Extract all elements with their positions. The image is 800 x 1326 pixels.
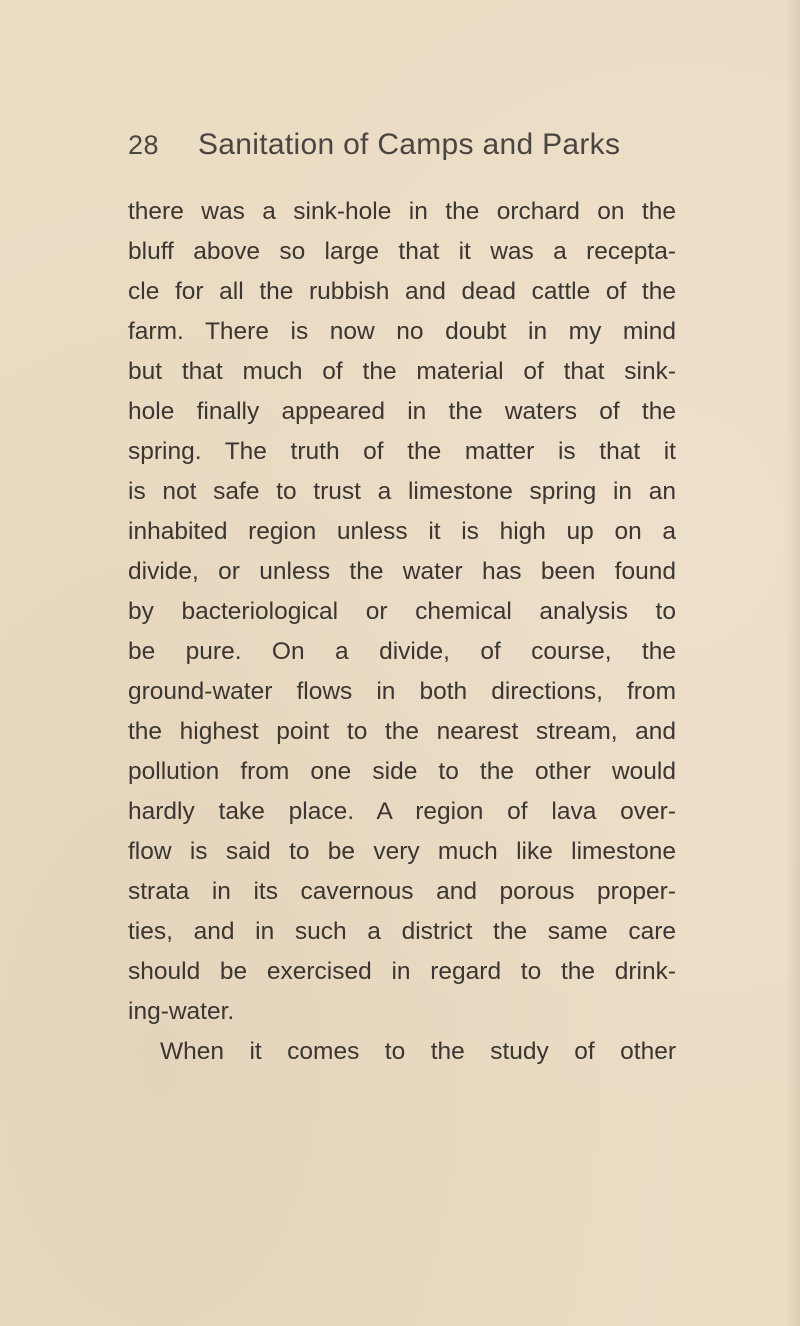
text-line: hardly take place. A region of lava over- (128, 798, 676, 825)
text-line: should be exercised in regard to the drink- (128, 958, 676, 985)
page-number: 28 (128, 130, 160, 160)
running-title: Sanitation of Camps and Parks (198, 128, 621, 161)
text-line: farm. There is now no doubt in my mind (128, 318, 676, 345)
text-line: there was a sink-hole in the orchard on the (128, 198, 676, 225)
text-line: bluff above so large that it was a recepta- (128, 238, 676, 265)
text-line: hole finally appeared in the waters of the (128, 398, 676, 425)
text-line: by bacteriological or chemical analysis to (128, 598, 676, 625)
text-line: pollution from one side to the other would (128, 758, 676, 785)
page-header (128, 128, 620, 178)
text-line: strata in its cavernous and porous proper- (128, 878, 676, 905)
text-line: spring. The truth of the matter is that it (128, 438, 676, 465)
text-line: cle for all the rubbish and dead cattle of the (128, 278, 676, 305)
text-line: When it comes to the study of other (160, 1038, 676, 1065)
text-line: but that much of the material of that sink- (128, 358, 676, 385)
text-line: inhabited region unless it is high up on a (128, 518, 676, 545)
text-line: ties, and in such a district the same care (128, 918, 676, 945)
body-text (128, 192, 676, 1072)
text-line: flow is said to be very much like limestone (128, 838, 676, 865)
text-line: ground-water flows in both directions, from (128, 678, 676, 705)
text-line: be pure. On a divide, of course, the (128, 638, 676, 665)
text-line: divide, or unless the water has been found (128, 558, 676, 585)
page-edge-shadow (786, 0, 800, 1326)
text-line: the highest point to the nearest stream, and (128, 718, 676, 745)
text-line: ing-water. (128, 998, 235, 1025)
text-line: is not safe to trust a limestone spring in an (128, 478, 676, 505)
